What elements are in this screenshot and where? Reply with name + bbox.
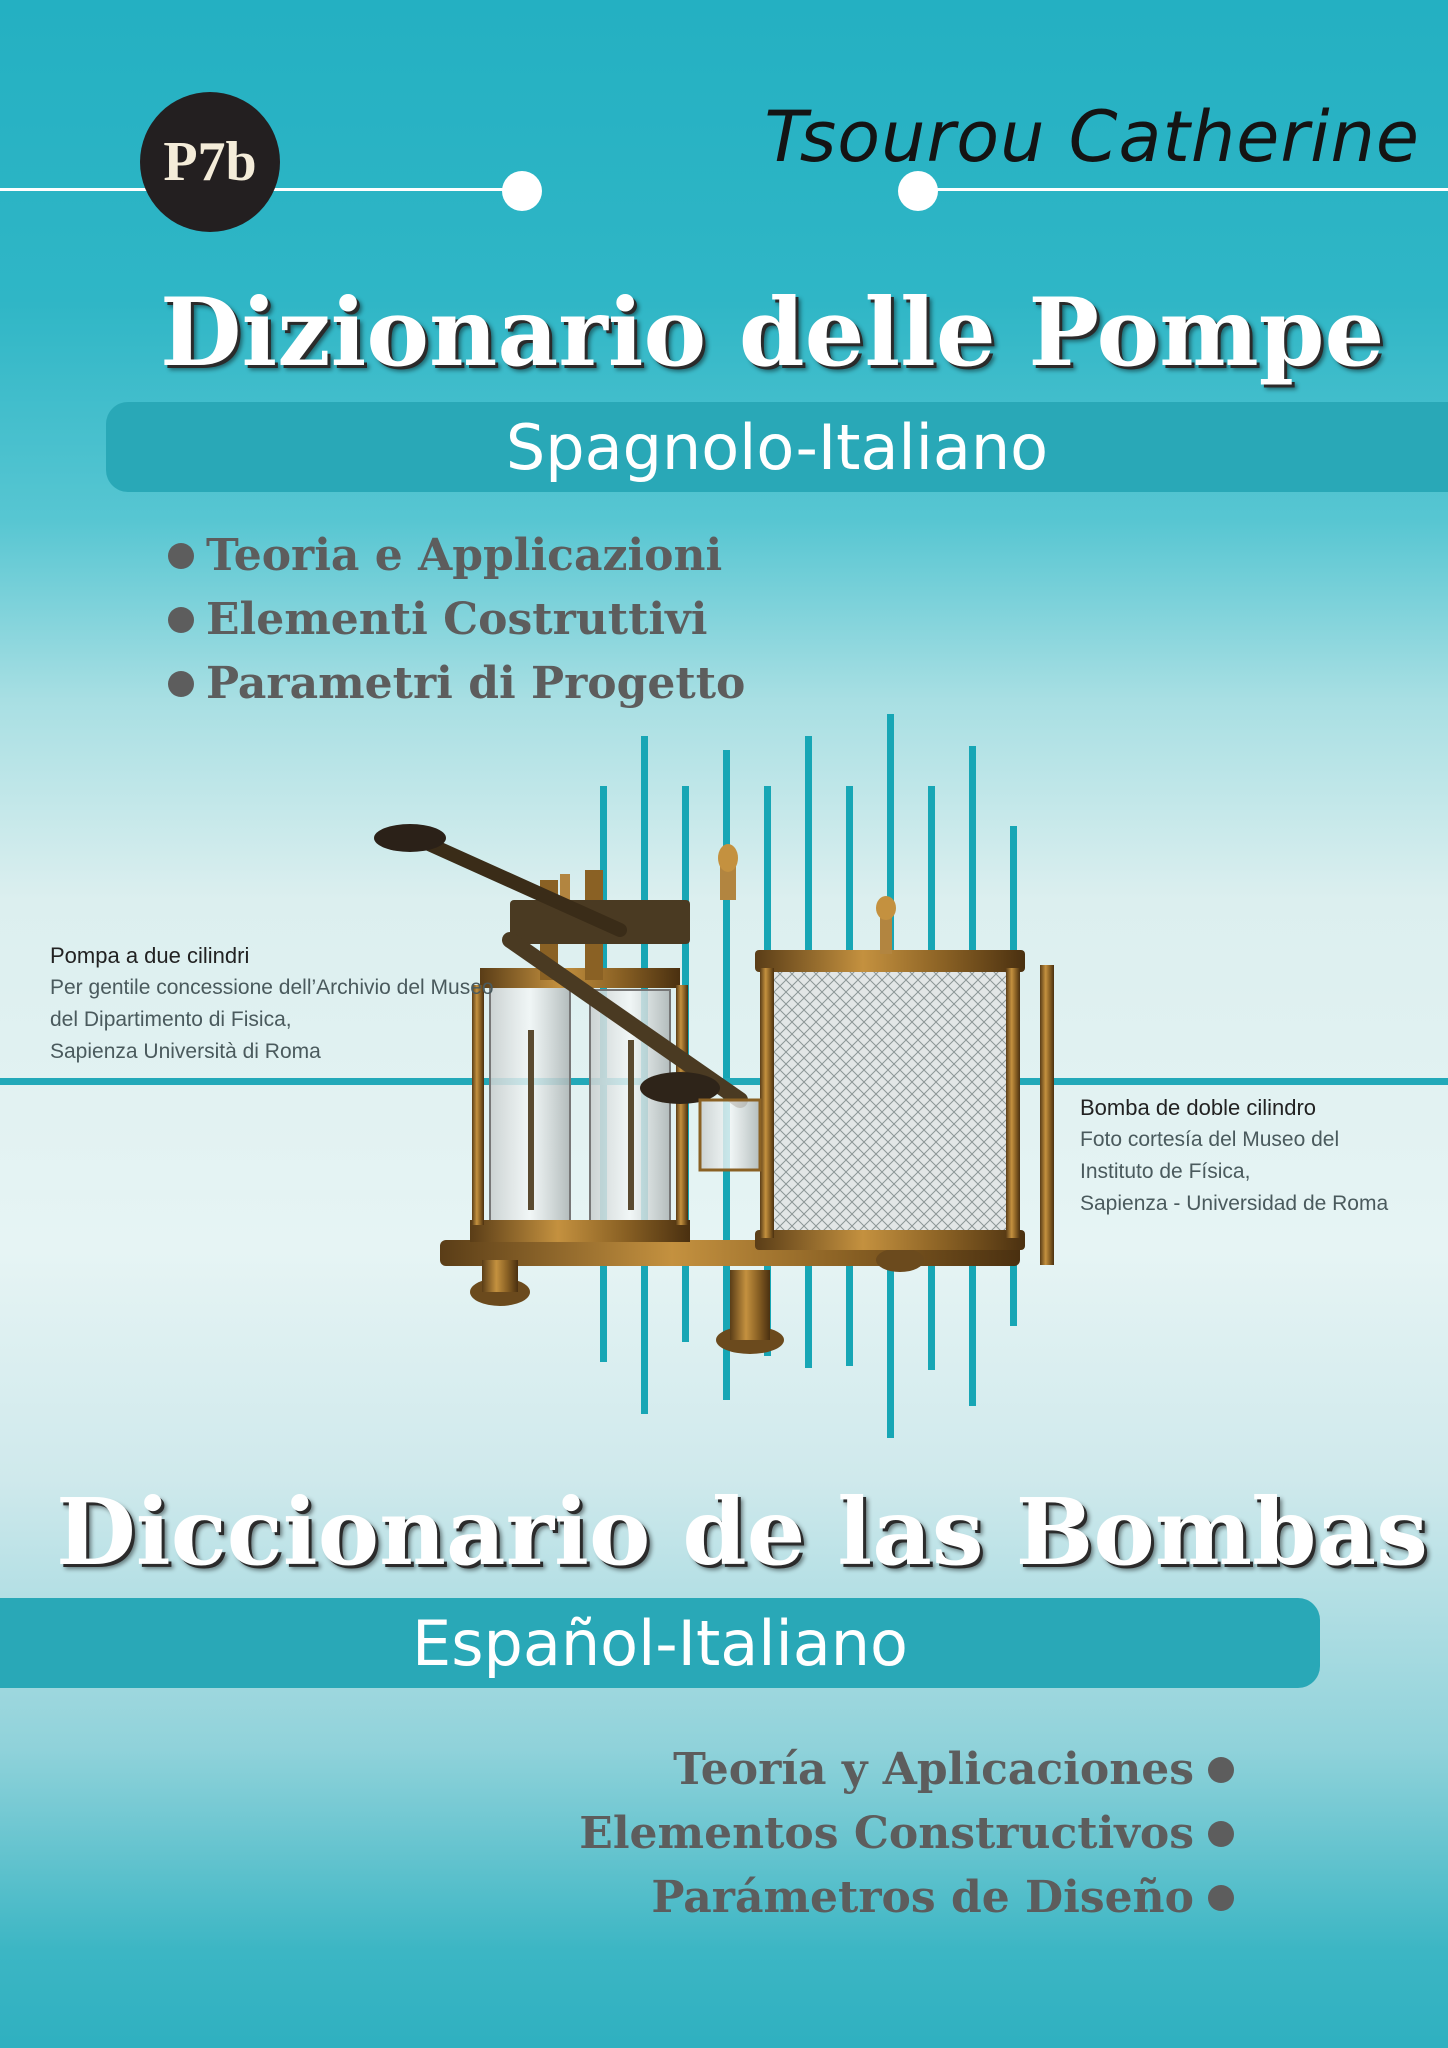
caption-spanish [1080,1092,1388,1220]
author-signature: Tsourou Catherine [764,96,1420,178]
caption-spanish-line: Sapienza - Universidad de Roma [1080,1192,1389,1215]
series-badge: P7b [140,92,280,232]
italian-title: Dizionario delle Pompe [160,278,1385,388]
bullet-icon [1208,1821,1234,1847]
italian-bullet-list [168,524,745,716]
top-rule-right [918,188,1448,191]
list-item: Elementi Costruttivi [168,588,745,652]
italian-subtitle-band [106,402,1448,492]
top-rule-dot-left [502,171,542,211]
spanish-title: Diccionario de las Bombas [56,1478,1428,1586]
spanish-subtitle-band [0,1598,1320,1688]
caption-italian-line: del Dipartimento di Fisica, [50,1008,292,1031]
list-item: Teoria e Applicazioni [168,524,745,588]
bullet-icon [1208,1885,1234,1911]
bullet-icon [168,671,194,697]
bullet-icon [168,543,194,569]
caption-spanish-line: Instituto de Física, [1080,1160,1251,1183]
list-item: Elementos Constructivos [579,1802,1234,1866]
double-cylinder-pump-image [360,800,1080,1380]
caption-spanish-title: Bomba de doble cilindro [1080,1095,1317,1120]
bullet-icon [168,607,194,633]
bullet-icon [1208,1757,1234,1783]
list-item: Parametri di Progetto [168,652,745,716]
caption-italian-line: Per gentile concessione dell’Archivio del Museo [50,976,494,999]
caption-italian-title: Pompa a due cilindri [50,943,250,968]
italian-subtitle: Spagnolo-Italiano [505,410,1049,484]
spanish-bullet-list [579,1738,1234,1930]
list-item: Teoría y Aplicaciones [579,1738,1234,1802]
caption-italian [50,940,494,1068]
caption-spanish-line: Foto cortesía del Museo del [1080,1128,1340,1151]
list-item: Parámetros de Diseño [579,1866,1234,1930]
spanish-subtitle: Español-Italiano [412,1606,908,1680]
caption-italian-line: Sapienza Università di Roma [50,1040,321,1063]
